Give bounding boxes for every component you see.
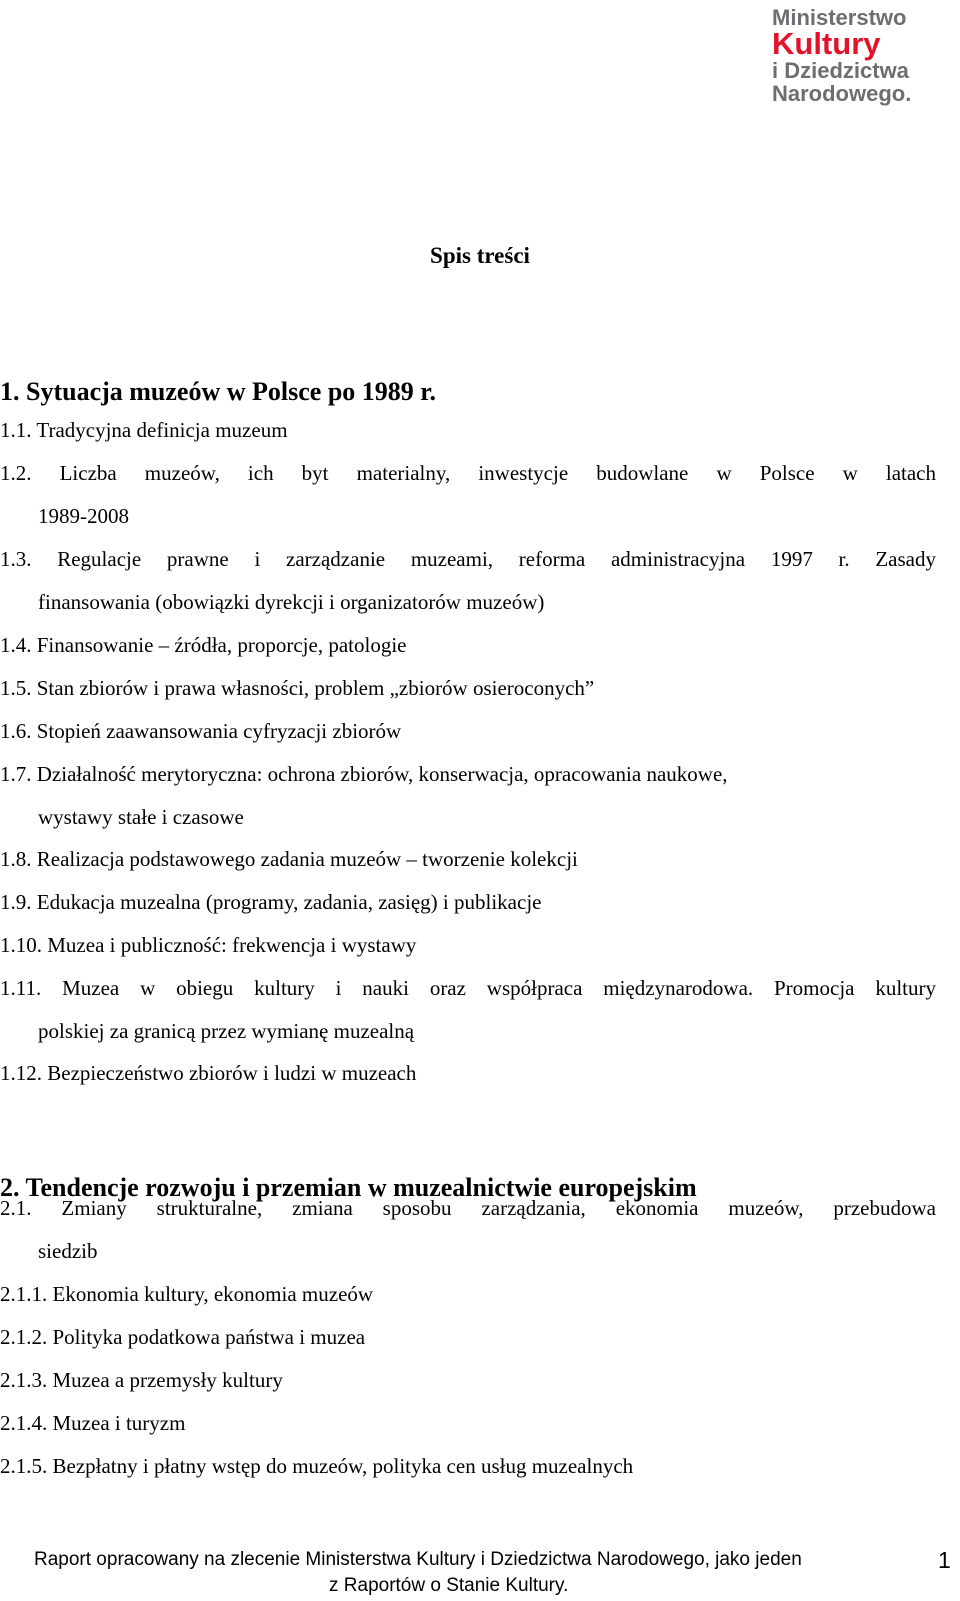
toc-item-1-7-cont: wystawy stałe i czasowe [38,805,244,829]
toc-item-1-11-cont: polskiej za granicą przez wymianę muzealną [38,1019,415,1043]
toc-item-1-3: 1.3. Regulacje prawne i zarządzanie muzeami, reforma administracyjna 1997 r. Zasady [0,547,936,571]
toc-item-2-1-cont: siedzib [38,1239,98,1263]
toc-item-1-5: 1.5. Stan zbiorów i prawa własności, problem „zbiorów osieroconych” [0,676,595,700]
toc-item-2-1-4: 2.1.4. Muzea i turyzm [0,1411,186,1435]
logo-line-kultury: Kultury [772,26,881,61]
toc-item-2-1: 2.1. Zmiany strukturalne, zmiana sposobu zarządzania, ekonomia muzeów, przebudowa [0,1196,936,1220]
section-1-heading: 1. Sytuacja muzeów w Polsce po 1989 r. [0,377,436,406]
toc-item-2-1-3: 2.1.3. Muzea a przemysły kultury [0,1368,283,1392]
toc-item-1-1: 1.1. Tradycyjna definicja muzeum [0,418,288,442]
toc-item-1-3-cont: finansowania (obowiązki dyrekcji i organizatorów muzeów) [38,590,545,614]
page-number: 1 [938,1547,951,1573]
toc-item-1-7: 1.7. Działalność merytoryczna: ochrona zbiorów, konserwacja, opracowania naukowe, [0,762,728,786]
toc-item-1-11: 1.11. Muzea w obiegu kultury i nauki oraz współpraca międzynarodowa. Promocja kultury [0,976,936,1000]
toc-item-2-1-5: 2.1.5. Bezpłatny i płatny wstęp do muzeów, polityka cen usług muzealnych [0,1454,634,1478]
toc-item-1-12: 1.12. Bezpieczeństwo zbiorów i ludzi w muzeach [0,1061,417,1085]
toc-item-1-6: 1.6. Stopień zaawansowania cyfryzacji zbiorów [0,719,402,743]
logo-line-ministerstwo: Ministerstwo [772,5,907,30]
toc-item-1-4: 1.4. Finansowanie – źródła, proporcje, patologie [0,633,407,657]
toc-item-2-1-2: 2.1.2. Polityka podatkowa państwa i muzea [0,1325,366,1349]
toc-item-1-2: 1.2. Liczba muzeów, ich byt materialny, inwestycje budowlane w Polsce w latach [0,461,936,485]
toc-item-2-1-1: 2.1.1. Ekonomia kultury, ekonomia muzeów [0,1282,374,1306]
toc-item-1-2-cont: 1989-2008 [38,504,129,528]
footer-line-2: z Raportów o Stanie Kultury. [329,1575,569,1596]
footer-line-1: Raport opracowany na zlecenie Ministerstwa Kultury i Dziedzictwa Narodowego, jako jeden [34,1549,802,1570]
toc-item-1-9: 1.9. Edukacja muzealna (programy, zadania, zasięg) i publikacje [0,890,542,914]
logo-line-dziedzictwa: i Dziedzictwa [772,58,909,83]
logo-line-narodowego: Narodowego. [772,81,912,106]
toc-item-1-8: 1.8. Realizacja podstawowego zadania muzeów – tworzenie kolekcji [0,847,578,871]
ministry-logo [772,6,960,105]
page-title: Spis treści [430,243,530,268]
section-2-heading: 2. Tendencje rozwoju i przemian w muzealnictwie europejskim [0,1173,697,1202]
toc-item-1-10: 1.10. Muzea i publiczność: frekwencja i wystawy [0,933,417,957]
